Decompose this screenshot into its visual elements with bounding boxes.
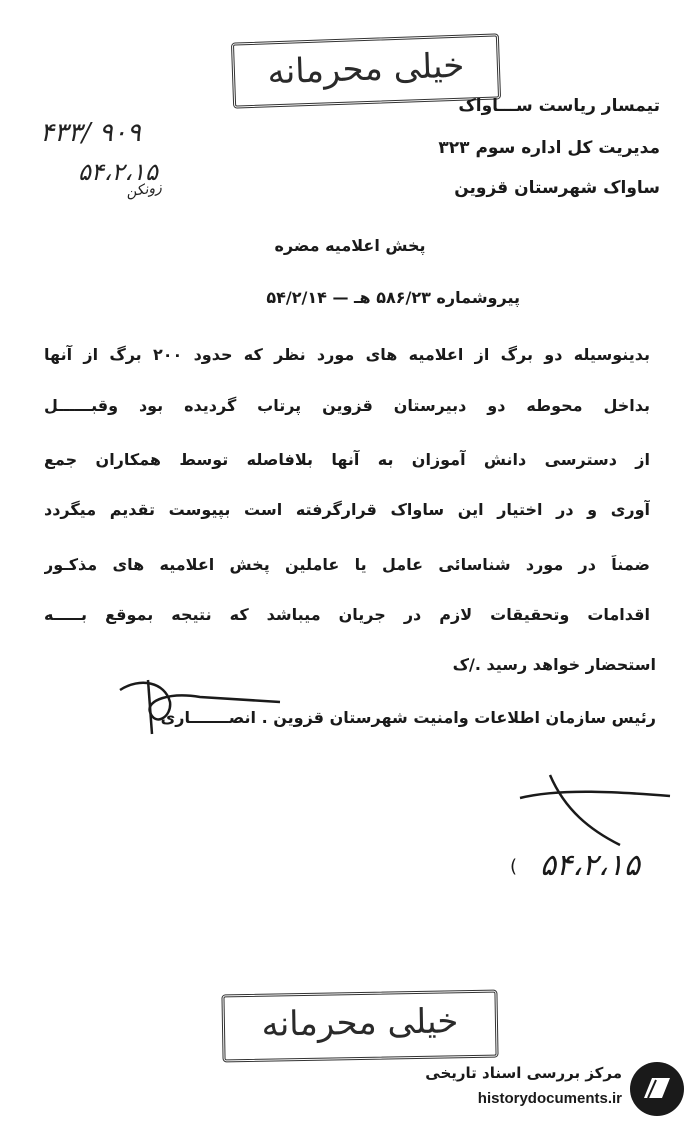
handwritten-ref-date: ۵۴،۲،۱۵ [78, 158, 158, 186]
archive-watermark [420, 1058, 690, 1118]
archive-logo-icon [630, 1062, 684, 1116]
body-line: بداخل محوطه دو دبیرستان قزوین پرتاب گردیده بود وقبــــــل [44, 396, 650, 415]
body-line: آوری و در اختیار این ساواک قرارگرفته است بپیوست تقدیم میگردد [44, 500, 650, 519]
body-line: از دسترسی دانش آموزان به آنها بلافاصله توسط همکاران جمع [44, 450, 650, 469]
signature-scribble [510, 770, 680, 850]
body-line: ضمناً در مورد شناسائی عامل یا عاملین پخش اعلامیه های مذکـور [44, 555, 650, 574]
body-line: اقدامات وتحقیقات لازم در جریان میباشد که نتیجه بموقع بـــــه [44, 605, 650, 624]
sender-line: ساواک شهرستان قزوین [454, 178, 660, 198]
handwritten-ref-number: ۴۳۳/ ۹۰۹ [40, 118, 141, 148]
signature-scribble [110, 672, 290, 742]
classification-stamp-bottom: خیلی محرمانه [221, 990, 498, 1063]
addressee-line: تیمسار ریاست ســـاواک [458, 96, 660, 116]
subject-line: پخش اعلامیه مضره [274, 236, 426, 255]
signature-date: ۵۴،۲،۱۵ [540, 848, 640, 883]
signoff-line: رئیس سازمان اطلاعات وامنیت شهرستان قزوین . انصـــــــاری [160, 708, 656, 727]
reference-line: پیروشماره ۵۸۶/۲۳ هـ — ۵۴/۲/۱۴ [266, 288, 520, 307]
handwritten-note: زونکن [125, 179, 163, 201]
archive-org-name: مرکز بررسی اسناد تاریخی [425, 1064, 622, 1082]
classification-stamp-top: خیلی محرمانه [231, 33, 501, 108]
signature-paren: ( [510, 856, 518, 877]
archive-website: historydocuments.ir [477, 1090, 622, 1107]
department-line: مدیریت کل اداره سوم ۳۲۳ [438, 138, 660, 158]
body-line: استحضار خواهد رسید ./ک [452, 655, 656, 674]
body-line: بدینوسیله دو برگ از اعلامیه های مورد نظر که حدود ۲۰۰ برگ از آنها [44, 345, 650, 364]
